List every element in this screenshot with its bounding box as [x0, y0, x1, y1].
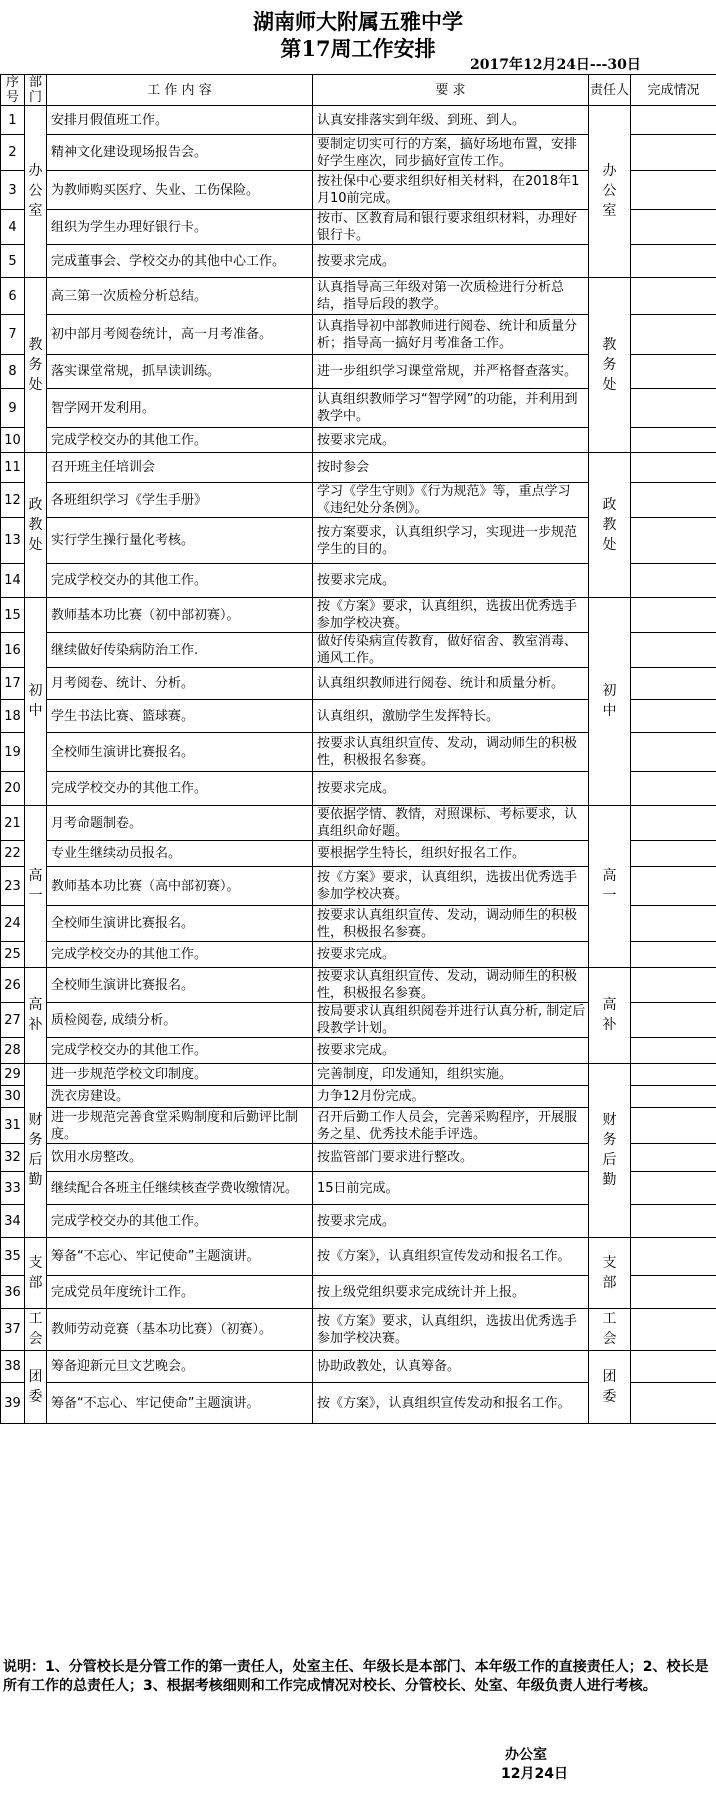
requirement: 按要求完成。	[313, 1038, 589, 1064]
completion-status	[631, 1351, 716, 1383]
department-cell	[25, 1351, 47, 1424]
table-row	[1, 598, 716, 633]
requirement: 按市、区教育局和银行要求组织材料，办理好银行卡。	[313, 210, 589, 245]
completion-status	[631, 210, 716, 245]
requirement: 认真安排落实到年级、到班、到人。	[313, 106, 589, 135]
col-header-no: 序号	[1, 75, 25, 106]
owner-label: 高一	[602, 868, 617, 904]
row-number: 13	[1, 518, 25, 564]
department-label: 支部	[28, 1254, 43, 1291]
work-content: 教师基本功比赛（初中部初赛）。	[47, 598, 313, 633]
completion-status	[631, 564, 716, 598]
requirement: 学习《学生守则》《行为规范》等，重点学习《违纪处分条例》。	[313, 483, 589, 518]
requirement: 要制定切实可行的方案，搞好场地布置，安排好学生座次，同步搞好宣传工作。	[313, 135, 589, 171]
completion-status	[631, 135, 716, 171]
table-row	[1, 278, 716, 315]
requirement: 按《方案》要求，认真组织，选拔出优秀选手参加学校决赛。	[313, 598, 589, 633]
completion-status	[631, 1108, 716, 1144]
table-row	[1, 453, 716, 483]
requirement: 要依据学情、教情，对照课标、考标要求，认真组织命好题。	[313, 806, 589, 841]
requirement: 按局要求认真组织阅卷并进行认真分析, 制定后段教学计划。	[313, 1003, 589, 1038]
requirement: 按时参会	[313, 453, 589, 483]
row-number: 23	[1, 867, 25, 906]
completion-status	[631, 171, 716, 210]
work-content: 全校师生演讲比赛报名。	[47, 733, 313, 772]
work-content: 学生书法比赛、篮球赛。	[47, 700, 313, 733]
department-cell	[25, 806, 47, 968]
department-label: 团委	[28, 1368, 43, 1405]
row-number: 15	[1, 598, 25, 633]
department-label: 财务后勤	[28, 1112, 43, 1188]
footnote: 说明：1、分管校长是分管工作的第一责任人，处室主任、年级长是本部门、本年级工作的直接责任人；2、校长是所有工作的总责任人；3、根据考核细则和工作完成情况对校长、分管校长、处室、年级负责人进行考核。	[3, 1659, 709, 1694]
requirement: 认真指导初中部教师进行阅卷、统计和质量分析；指导高一搞好月考准备工作。	[313, 315, 589, 355]
work-content: 完成学校交办的其他工作。	[47, 564, 313, 598]
owner-cell	[589, 1309, 631, 1351]
date-range: 2017年12月24日---30日	[470, 57, 641, 73]
owner-cell	[589, 806, 631, 968]
completion-status	[631, 1383, 716, 1424]
completion-status	[631, 1064, 716, 1086]
requirement: 按要求完成。	[313, 428, 589, 453]
work-content: 教师基本功比赛（高中部初赛）。	[47, 867, 313, 906]
requirement: 做好传染病宣传教育，做好宿舍、教室消毒、通风工作。	[313, 633, 589, 668]
department-label: 工会	[28, 1311, 43, 1347]
completion-status	[631, 1205, 716, 1238]
completion-status	[631, 1086, 716, 1108]
requirement: 按要求完成。	[313, 564, 589, 598]
row-number: 22	[1, 841, 25, 867]
work-content: 筹备“不忘心、牢记使命”主题演讲。	[47, 1383, 313, 1424]
document-subtitle: 第17周工作安排	[280, 36, 436, 61]
work-content: 完成董事会、学校交办的其他中心工作。	[47, 245, 313, 278]
col-header-requirement: 要 求	[313, 75, 589, 106]
owner-cell	[589, 1064, 631, 1238]
requirement: 按社保中心要求组织好相关材料，在2018年1月10前完成。	[313, 171, 589, 210]
table-body	[1, 106, 716, 1424]
owner-cell	[589, 278, 631, 453]
owner-cell	[589, 453, 631, 598]
requirement: 按《方案》要求，认真组织，选拔出优秀选手参加学校决赛。	[313, 867, 589, 906]
row-number: 3	[1, 171, 25, 210]
completion-status	[631, 806, 716, 841]
requirement: 认真指导高三年级对第一次质检进行分析总结，指导后段的教学。	[313, 278, 589, 315]
work-content: 筹备“不忘心、牢记使命”主题演讲。	[47, 1238, 313, 1276]
work-content: 安排月假值班工作。	[47, 106, 313, 135]
document-title: 湖南师大附属五雅中学	[253, 9, 463, 34]
row-number: 38	[1, 1351, 25, 1383]
work-content: 月考命题制卷。	[47, 806, 313, 841]
row-number: 39	[1, 1383, 25, 1424]
completion-status	[631, 518, 716, 564]
table-row	[1, 968, 716, 1003]
department-cell	[25, 106, 47, 278]
completion-status	[631, 968, 716, 1003]
row-number: 28	[1, 1038, 25, 1064]
requirement: 按上级党组织要求完成统计并上报。	[313, 1276, 589, 1309]
row-number: 11	[1, 453, 25, 483]
completion-status	[631, 772, 716, 806]
owner-label: 初中	[602, 683, 617, 719]
work-content: 全校师生演讲比赛报名。	[47, 968, 313, 1003]
row-number: 30	[1, 1086, 25, 1108]
work-content: 专业生继续动员报名。	[47, 841, 313, 867]
department-cell	[25, 1238, 47, 1309]
row-number: 29	[1, 1064, 25, 1086]
table-row	[1, 806, 716, 841]
row-number: 16	[1, 633, 25, 668]
work-content: 全校师生演讲比赛报名。	[47, 906, 313, 942]
work-content: 完成学校交办的其他工作。	[47, 942, 313, 968]
row-number: 21	[1, 806, 25, 841]
requirement: 按监管部门要求进行整改。	[313, 1144, 589, 1172]
schedule-table	[0, 74, 716, 1424]
table-row	[1, 106, 716, 135]
work-content: 高三第一次质检分析总结。	[47, 278, 313, 315]
requirement: 按要求完成。	[313, 245, 589, 278]
work-content: 实行学生操行量化考核。	[47, 518, 313, 564]
work-content: 各班组织学习《学生手册》	[47, 483, 313, 518]
row-number: 12	[1, 483, 25, 518]
owner-label: 办公室	[602, 163, 617, 219]
work-content: 完成学校交办的其他工作。	[47, 1038, 313, 1064]
owner-label: 财务后勤	[602, 1112, 617, 1188]
work-content: 落实课堂常规，抓早读训练。	[47, 355, 313, 389]
completion-status	[631, 700, 716, 733]
row-number: 7	[1, 315, 25, 355]
row-number: 8	[1, 355, 25, 389]
row-number: 34	[1, 1205, 25, 1238]
requirement: 按《方案》要求，认真组织，选拔出优秀选手参加学校决赛。	[313, 1309, 589, 1351]
department-cell	[25, 1309, 47, 1351]
row-number: 35	[1, 1238, 25, 1276]
work-content: 质检阅卷, 成绩分析。	[47, 1003, 313, 1038]
requirement: 力争12月份完成。	[313, 1086, 589, 1108]
row-number: 33	[1, 1172, 25, 1205]
owner-label: 团委	[602, 1368, 617, 1405]
completion-status	[631, 841, 716, 867]
completion-status	[631, 428, 716, 453]
owner-label: 政教处	[602, 496, 617, 553]
department-label: 高补	[28, 997, 43, 1033]
row-number: 36	[1, 1276, 25, 1309]
table-header-row	[1, 75, 716, 106]
requirement: 认真组织教师进行阅卷、统计和质量分析。	[313, 668, 589, 700]
work-content: 教师劳动竞赛（基本功比赛）（初赛）。	[47, 1309, 313, 1351]
requirement: 认真组织，激励学生发挥特长。	[313, 700, 589, 733]
department-label: 政教处	[28, 496, 43, 553]
row-number: 18	[1, 700, 25, 733]
requirement: 按《方案》，认真组织宣传发动和报名工作。	[313, 1383, 589, 1424]
requirement: 要根据学生特长，组织好报名工作。	[313, 841, 589, 867]
completion-status	[631, 1144, 716, 1172]
completion-status	[631, 1003, 716, 1038]
completion-status	[631, 315, 716, 355]
completion-status	[631, 1038, 716, 1064]
requirement: 进一步组织学习课堂常规，并严格督查落实。	[313, 355, 589, 389]
col-header-owner: 责任人	[589, 75, 631, 106]
owner-label: 高补	[602, 997, 617, 1033]
row-number: 6	[1, 278, 25, 315]
department-label: 高一	[28, 868, 43, 904]
requirement: 按要求完成。	[313, 942, 589, 968]
completion-status	[631, 1238, 716, 1276]
work-content: 完成党员年度统计工作。	[47, 1276, 313, 1309]
row-number: 17	[1, 668, 25, 700]
owner-label: 支部	[602, 1254, 617, 1291]
completion-status	[631, 633, 716, 668]
row-number: 14	[1, 564, 25, 598]
completion-status	[631, 355, 716, 389]
completion-status	[631, 942, 716, 968]
department-label: 办公室	[28, 163, 43, 219]
completion-status	[631, 733, 716, 772]
owner-cell	[589, 598, 631, 806]
work-content: 智学网开发利用。	[47, 389, 313, 428]
department-cell	[25, 1064, 47, 1238]
completion-status	[631, 389, 716, 428]
department-label: 教务处	[28, 336, 43, 393]
work-content: 精神文化建设现场报告会。	[47, 135, 313, 171]
row-number: 32	[1, 1144, 25, 1172]
row-number: 24	[1, 906, 25, 942]
col-header-dept: 部门	[25, 75, 47, 106]
requirement: 按《方案》，认真组织宣传发动和报名工作。	[313, 1238, 589, 1276]
requirement: 按方案要求，认真组织学习，实现进一步规范学生的目的。	[313, 518, 589, 564]
completion-status	[631, 906, 716, 942]
work-content: 进一步规范完善食堂采购制度和后勤评比制度。	[47, 1108, 313, 1144]
work-content: 筹备迎新元旦文艺晚会。	[47, 1351, 313, 1383]
requirement: 召开后勤工作人员会，完善采购程序，开展服务之星、优秀技术能手评选。	[313, 1108, 589, 1144]
completion-status	[631, 245, 716, 278]
completion-status	[631, 453, 716, 483]
col-header-done: 完成情况	[631, 75, 716, 106]
department-cell	[25, 453, 47, 598]
requirement: 按要求完成。	[313, 772, 589, 806]
row-number: 9	[1, 389, 25, 428]
owner-cell	[589, 968, 631, 1064]
department-label: 初中	[28, 683, 43, 719]
work-content: 完成学校交办的其他工作。	[47, 428, 313, 453]
work-content: 初中部月考阅卷统计，高一月考准备。	[47, 315, 313, 355]
work-content: 进一步规范学校文印制度。	[47, 1064, 313, 1086]
department-cell	[25, 968, 47, 1064]
signature-office: 办公室	[505, 1747, 547, 1763]
table-row	[1, 1064, 716, 1086]
completion-status	[631, 1172, 716, 1205]
owner-cell	[589, 106, 631, 278]
completion-status	[631, 867, 716, 906]
owner-cell	[589, 1238, 631, 1309]
completion-status	[631, 598, 716, 633]
completion-status	[631, 483, 716, 518]
work-content: 继续做好传染病防治工作.	[47, 633, 313, 668]
row-number: 19	[1, 733, 25, 772]
table-row	[1, 1351, 716, 1383]
row-number: 1	[1, 106, 25, 135]
work-content: 饮用水房整改。	[47, 1144, 313, 1172]
requirement: 按要求认真组织宣传、发动，调动师生的积极性，积极报名参赛。	[313, 906, 589, 942]
table-row	[1, 1309, 716, 1351]
table-row	[1, 1238, 716, 1276]
completion-status	[631, 1309, 716, 1351]
col-header-content: 工 作 内 容	[47, 75, 313, 106]
completion-status	[631, 1276, 716, 1309]
row-number: 27	[1, 1003, 25, 1038]
row-number: 2	[1, 135, 25, 171]
work-content: 为教师购买医疗、失业、工伤保险。	[47, 171, 313, 210]
row-number: 31	[1, 1108, 25, 1144]
requirement: 按要求认真组织宣传、发动，调动师生的积极性，积极报名参赛。	[313, 968, 589, 1003]
work-content: 完成学校交办的其他工作。	[47, 1205, 313, 1238]
work-content: 完成学校交办的其他工作。	[47, 772, 313, 806]
department-cell	[25, 598, 47, 806]
owner-cell	[589, 1351, 631, 1424]
department-cell	[25, 278, 47, 453]
signature-date: 12月24日	[501, 1766, 568, 1782]
row-number: 10	[1, 428, 25, 453]
work-content: 召开班主任培训会	[47, 453, 313, 483]
row-number: 37	[1, 1309, 25, 1351]
row-number: 25	[1, 942, 25, 968]
owner-label: 教务处	[602, 336, 617, 393]
requirement: 按要求完成。	[313, 1205, 589, 1238]
owner-label: 工会	[602, 1311, 617, 1347]
requirement: 协助政教处，认真筹备。	[313, 1351, 589, 1383]
row-number: 4	[1, 210, 25, 245]
row-number: 26	[1, 968, 25, 1003]
requirement: 按要求认真组织宣传、发动，调动师生的积极性，积极报名参赛。	[313, 733, 589, 772]
work-content: 组织为学生办理好银行卡。	[47, 210, 313, 245]
work-content: 月考阅卷、统计、分析。	[47, 668, 313, 700]
row-number: 5	[1, 245, 25, 278]
row-number: 20	[1, 772, 25, 806]
work-content: 洗衣房建设。	[47, 1086, 313, 1108]
requirement: 认真组织教师学习“智学网”的功能，并利用到教学中。	[313, 389, 589, 428]
completion-status	[631, 278, 716, 315]
requirement: 15日前完成。	[313, 1172, 589, 1205]
requirement: 完善制度，印发通知，组织实施。	[313, 1064, 589, 1086]
work-content: 继续配合各班主任继续核查学费收缴情况。	[47, 1172, 313, 1205]
completion-status	[631, 668, 716, 700]
completion-status	[631, 106, 716, 135]
